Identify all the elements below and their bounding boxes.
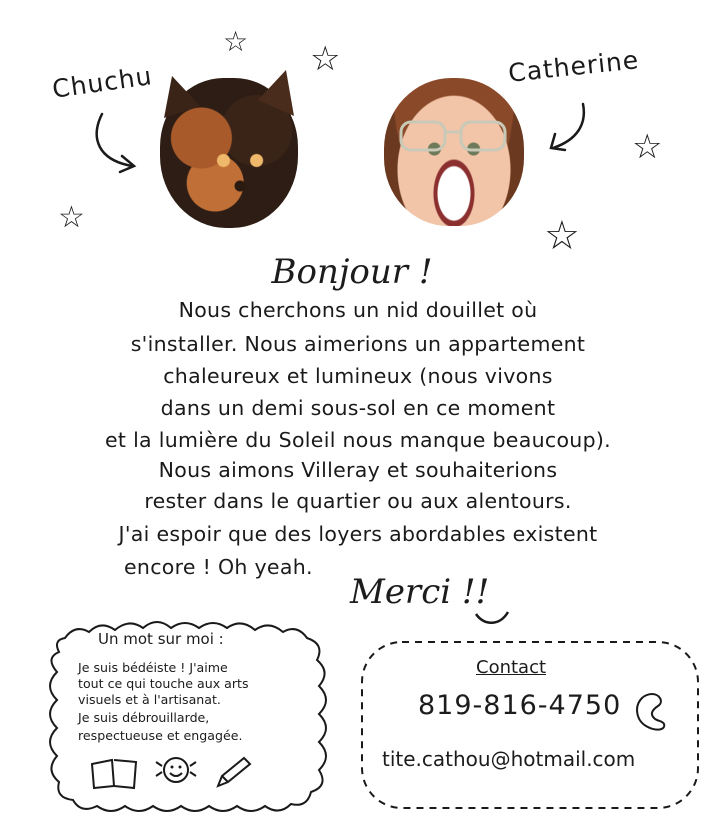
star-icon: ☆ (223, 25, 249, 58)
name-chuchu: Chuchu (50, 61, 155, 104)
thanks-text: Merci !! (350, 572, 490, 612)
name-catherine: Catherine (506, 45, 641, 88)
about-line: tout ce qui touche aux arts (78, 676, 249, 691)
cat-ears (158, 66, 308, 126)
phone-icon (630, 690, 670, 734)
about-line: Je suis débrouillarde, (78, 710, 210, 725)
body-line: Nous cherchons un nid douillet où (178, 298, 538, 322)
arrow-icon (88, 108, 148, 178)
star-icon: ☆ (58, 200, 85, 235)
phone-number[interactable]: 819-816-4750 (418, 690, 622, 721)
smiley-icon (152, 752, 200, 788)
body-line: J'ai espoir que des loyers abordables existent (118, 522, 598, 546)
body-line: dans un demi sous-sol en ce moment (160, 396, 556, 420)
about-line: respectueuse et engagée. (78, 728, 243, 743)
arrow-icon (545, 98, 595, 158)
body-line: et la lumière du Soleil nous manque beaucoup). (105, 428, 611, 452)
smile-icon (470, 566, 510, 626)
contact-title: Contact (476, 657, 547, 678)
body-line: Nous aimons Villeray et souhaiterions (158, 458, 558, 482)
star-icon: ☆ (632, 127, 663, 167)
glasses-icon (395, 118, 513, 158)
star-icon: ☆ (310, 39, 341, 79)
email-address[interactable]: tite.cathou@hotmail.com (382, 747, 636, 771)
star-icon: ☆ (544, 213, 580, 259)
body-line: rester dans le quartier ou aux alentours. (144, 489, 572, 513)
about-line: visuels et à l'artisanat. (78, 692, 221, 707)
greeting-heading: Bonjour ! (271, 252, 433, 292)
about-title: Un mot sur moi : (98, 630, 224, 648)
body-line: s'installer. Nous aimerions un appartement (130, 332, 586, 356)
pencil-icon (212, 754, 254, 792)
about-line: Je suis bédéiste ! J'aime (78, 660, 228, 675)
body-line: chaleureux et lumineux (nous vivons (163, 364, 553, 388)
body-line: encore ! Oh yeah. (124, 555, 313, 579)
book-icon (88, 756, 140, 790)
